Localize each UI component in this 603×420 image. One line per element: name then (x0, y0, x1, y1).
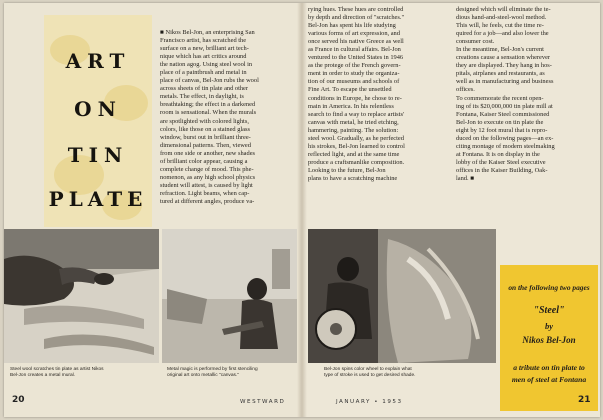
promo-by: by (544, 321, 554, 331)
photo-hand-steel-wool (4, 229, 159, 363)
spine-gutter (297, 3, 307, 417)
right-page (302, 3, 600, 417)
title-word-on: ON (74, 97, 122, 121)
title-word-plate: PLATE (48, 187, 148, 211)
article-column-2: rying hues. These hues are controlled by depth and direction of "scratches." Bel-Jon has spent his life studying various forms of art expression, and once served his native Greece as well as France in cultural affairs. Bel-Jon ventured to the United States in 1946 as the protege of the French govern- ment in order to study the organiza- tion of our museums and schools of Fine Art. To escape the unsettled conditions in Europe, he chose to re- main in America. In his relentless search to find a way to replace artists' canvas with metal, he tried etching, hammering, painting. The solution: steel wool. Gradually, as he perfected his strokes, Bel-Jon learned to control reflected light, and at the same time produce a craftsmanlike composition. Looking to the future, Bel-Jon plans to have a scratching machine (308, 6, 405, 182)
title-word-art: ART (65, 49, 131, 73)
left-page (4, 3, 301, 417)
promo-line-5: a tribute on tin plate to (513, 363, 585, 372)
running-head-left: WESTWARD (240, 399, 286, 405)
photo-color-wheel-image (308, 229, 496, 363)
title-word-tin: TIN (67, 143, 129, 167)
photo-color-wheel (308, 229, 496, 363)
promo-artist: Nikos Bel-Jon (522, 335, 576, 345)
caption-photo-3: Bel-Jon spins color wheel to explain what type of stroke is used to get desired shade. (324, 367, 416, 378)
promo-title: "Steel" (533, 305, 565, 316)
next-pages-promo (500, 265, 598, 411)
promo-line-6: men of steel at Fontana (511, 375, 587, 384)
article-column-1: ■ Nikos Bel-Jon, an enterprising San Francisco artist, has scratched the surface on a new, brilliant art tech- nique which has art critics around the nation agog. Using steel wool in place of a paintbrush and metal in place of canvas, Bel-Jon rubs the wool across sheets of tin plate and other metals. The effect, in daylight, is breathtaking; the effect in a darkened room is sensational. When the murals are spotlighted with colored lights, colors, like those on a stained glass window, burst out in brilliant three- dimensional patterns. Then, viewed from one side or another, new shades of brilliant color appear, causing a complete change of mood. This phe- nomenon, as any high school physics student will attest, is caused by light refraction. Light beams, when cap- tured at different angles, produce va- (160, 29, 259, 205)
promo-line-1: on the following two pages (508, 283, 590, 292)
photo-hand-steel-wool-image (4, 229, 159, 363)
magazine-spread (4, 3, 600, 417)
running-head-right: JANUARY • 1953 (336, 399, 403, 405)
photo-stenciling (162, 229, 297, 363)
page-number-left: 20 (12, 395, 25, 405)
photo-stenciling-image (162, 229, 297, 363)
article-column-3: designed which will eliminate the te- dious hand-and-steel-wool method. This will, he feels, cut the time re- quired for a job—and also lower the consumer cost. In the meantime, Bel-Jon's current creations cause a sensation wherever they are displayed. They hang in hos- pitals, airplanes and restaurants, as well as in manufacturing and business offices. To commemorate the recent open- ing of its $20,000,000 tin plate mill at Fontana, Kaiser Steel commissioned Bel-Jon to execute on tin plate the eight by 12 foot mural that is repro- duced on the following pages—an ex- citing montage of modern steelmaking at Fontana. It is on display in the lobby of the Kaiser Steel executive offices in the Kaiser Building, Oak- land. ■ (456, 6, 555, 182)
caption-photo-2: Metal magic is performed by first stenciling original art onto metallic "canvas." (167, 367, 258, 378)
title-block (44, 15, 152, 227)
page-number-right: 21 (578, 395, 591, 405)
caption-photo-1: Steel wool scratches tin plate as artist Nikos Bel-Jon creates a metal mural. (10, 367, 104, 378)
